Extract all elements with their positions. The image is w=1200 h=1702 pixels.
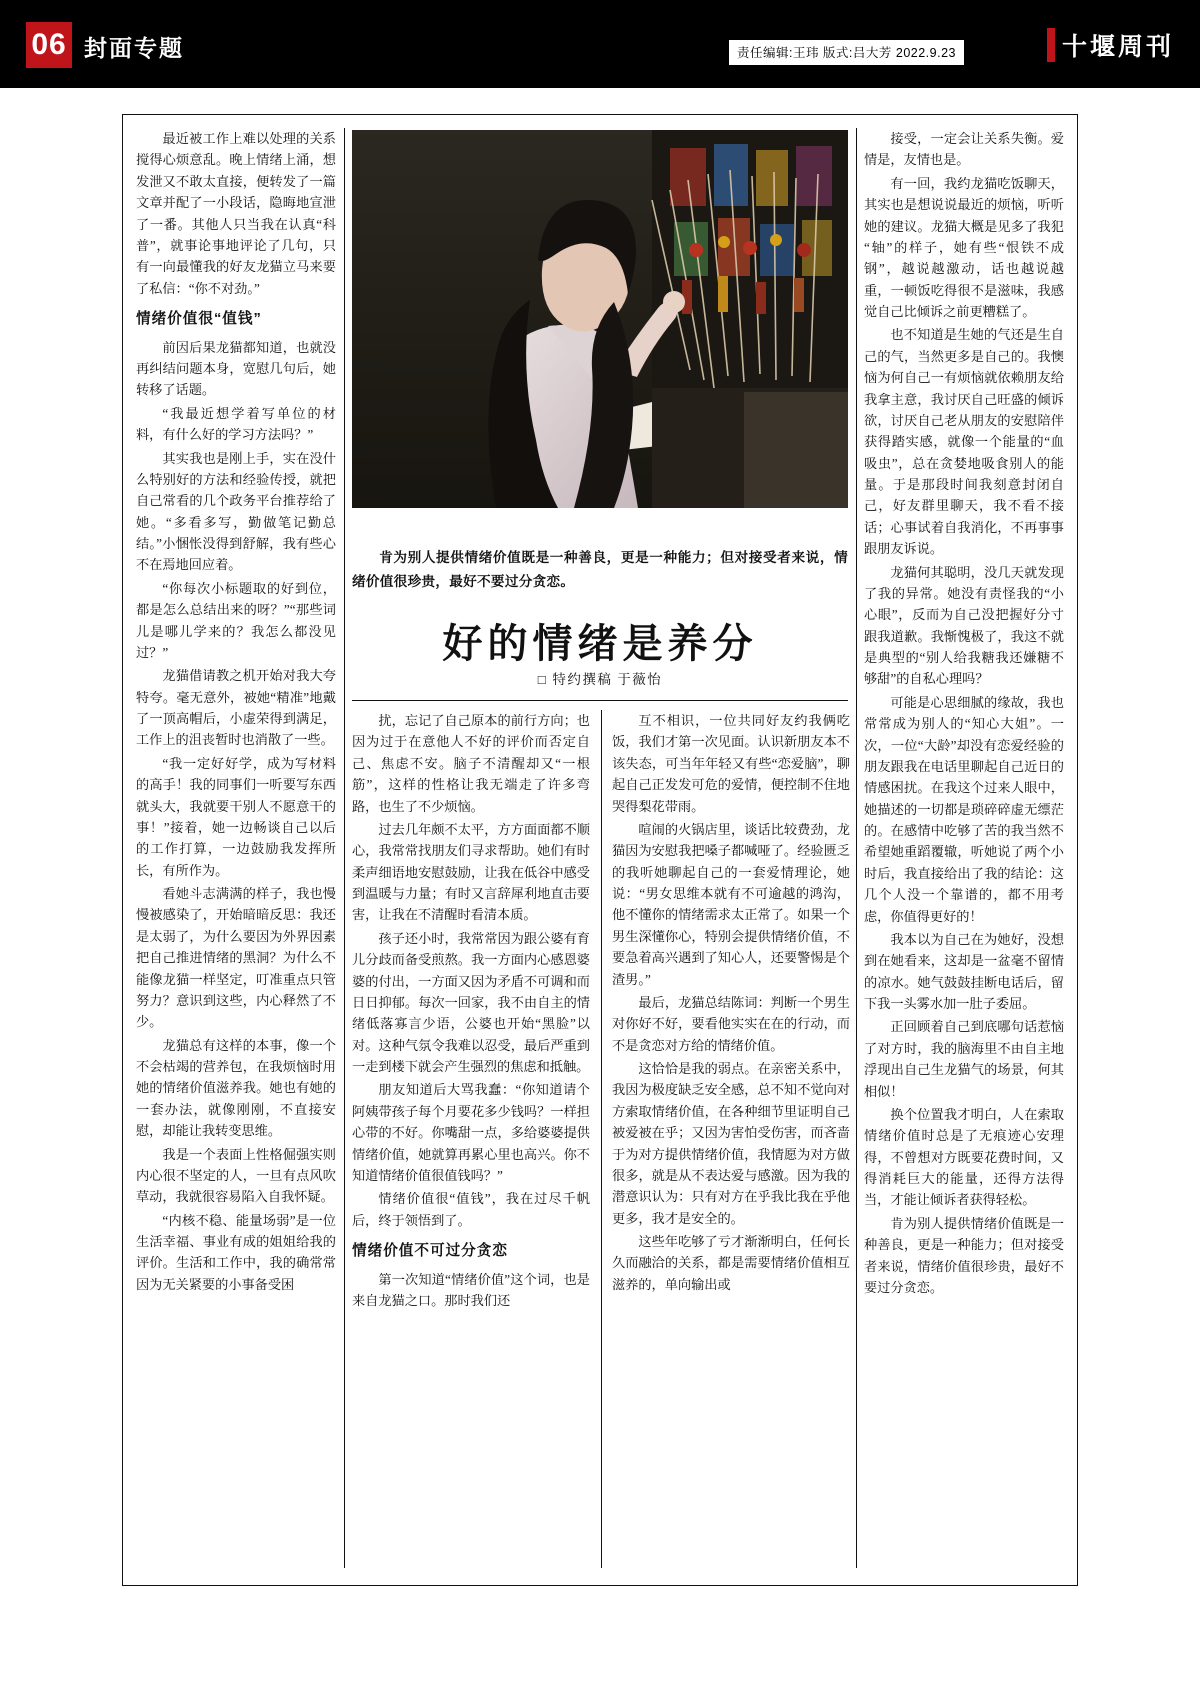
body-paragraph: 情绪价值很“值钱”，我在过尽千帆后，终于领悟到了。 bbox=[352, 1191, 590, 1228]
body-paragraph: 我本以为自己在为她好，没想到在她看来，这却是一盆毫不留情的凉水。她气鼓鼓挂断电话后，留下我一头雾水加一肚子委屈。 bbox=[864, 931, 1064, 1011]
brand-accent-bar bbox=[1047, 28, 1055, 62]
body-paragraph: 我是一个表面上性格倔强实则内心很不坚定的人，一旦有点风吹草动，我就很容易陷入自我怀疑。 bbox=[136, 1146, 336, 1205]
body-paragraph: 龙猫总有这样的本事，像一个不会枯竭的营养包，在我烦恼时用她的情绪价值滋养我。她也有她的一套办法，就像刚刚，不直接安慰，却能让我转变思维。 bbox=[136, 1037, 336, 1139]
body-paragraph: 换个位置我才明白，人在索取情绪价值时总是了无痕迹心安理得，不曾想对方既要花费时间，又得消耗巨大的能量，还得方法得当，才能让倾诉者获得轻松。 bbox=[864, 1106, 1064, 1208]
body-paragraph: 最近被工作上难以处理的关系搅得心烦意乱。晚上情绪上涌，想发泄又不敢太直接，便转发了一篇文章并配了一小段话，隐晦地宣泄了一番。其他人只当我在认真“科普”，就事论事地评论了几句，只有一向最懂我的好友龙猫立马来要了私信：“你不对劲。” bbox=[136, 131, 336, 296]
body-paragraph: “我一定好好学，成为写材料的高手！我的同事们一听要写东西就头大，我就要干别人不愿意干的事！”接着，她一边畅谈自己以后的工作打算，一边鼓励我发挥所长，有所作为。 bbox=[136, 755, 336, 878]
body-paragraph: 过去几年颇不太平，方方面面都不顺心，我常常找朋友们寻求帮助。她们有时柔声细语地安慰鼓励，让我在低谷中感受到温暖与力量；有时又言辞犀利地直击要害，让我在不清醒时看清本质。 bbox=[352, 821, 590, 923]
body-paragraph: 正回顾着自己到底哪句话惹恼了对方时，我的脑海里不由自主地浮现出自己生龙猫气的场景，何其相似！ bbox=[864, 1019, 1064, 1099]
article-byline: □ 特约撰稿 于薇怡 bbox=[537, 672, 663, 687]
text-column-right bbox=[864, 128, 1064, 1568]
body-paragraph: 这些年吃够了亏才渐渐明白，任何长久而融洽的关系，都是需要情绪价值相互滋养的，单向输出或 bbox=[612, 1234, 850, 1292]
article-headline: 好的情绪是养分 bbox=[442, 621, 758, 666]
body-paragraph: 肯为别人提供情绪价值既是一种善良，更是一种能力；但对接受者来说，情绪价值很珍贵，最好不要过分贪恋。 bbox=[864, 1215, 1064, 1295]
body-paragraph: 接受，一定会让关系失衡。爱情是，友情也是。 bbox=[864, 131, 1064, 168]
editor-credits: 责任编辑:王玮 版式:吕大芳 2022.9.23 bbox=[729, 40, 964, 65]
section-title: 封面专题 bbox=[84, 35, 184, 61]
body-paragraph: 第一次知道“情绪价值”这个词，也是来自龙猫之口。那时我们还 bbox=[352, 1271, 590, 1309]
section-subheading: 情绪价值很“值钱” bbox=[136, 311, 262, 327]
body-paragraph: 互不相识，一位共同好友约我俩吃饭，我们才第一次见面。认识新朋友本不该失态，可当年年轻又有些“恋爱脑”，聊起自己正发发可危的爱情，便控制不住地哭得梨花带雨。 bbox=[612, 713, 850, 814]
body-paragraph: 前因后果龙猫都知道，也就没再纠结问题本身，宽慰几句后，她转移了话题。 bbox=[136, 339, 336, 398]
body-paragraph: 朋友知道后大骂我蠢：“你知道请个阿姨带孩子每个月要花多少钱吗？一样担心带的不好。你嘴甜一点，多给婆婆提供情绪价值，她就算再累心里也高兴。你不知道情绪价值很值钱吗？” bbox=[352, 1082, 590, 1183]
body-paragraph: 龙猫何其聪明，没几天就发现了我的异常。她没有责怪我的“小心眼”，反而为自己没把握好分寸跟我道歉。我惭愧极了，我这不就是典型的“别人给我糖我还嫌糖不够甜”的自私心理吗？ bbox=[864, 564, 1064, 687]
body-paragraph: “你每次小标题取的好到位，都是怎么总结出来的呀？”“那些词儿是哪儿学来的？我怎么都没见过？” bbox=[136, 580, 336, 660]
body-paragraph: 最后，龙猫总结陈词：判断一个男生对你好不好，要看他实实在在的行动，而不是贪恋对方给的情绪价值。 bbox=[612, 994, 850, 1053]
section-subheading: 情绪价值不可过分贪恋 bbox=[352, 1243, 508, 1259]
brand-name: 十堰周刊 bbox=[1061, 33, 1174, 61]
page-header bbox=[0, 0, 1200, 88]
column-rule-2 bbox=[856, 128, 857, 1568]
body-paragraph: “内核不稳、能量场弱”是一位生活幸福、事业有成的姐姐给我的评价。生活和工作中，我的确常常因为无关紧要的小事备受困 bbox=[136, 1212, 336, 1292]
body-paragraph: 有一回，我约龙猫吃饭聊天，其实也是想说说最近的烦恼，听听她的建议。龙猫大概是见多了我犯“轴”的样子，她有些“恨铁不成钢”，越说越激动，话也越说越重，一顿饭吃得很不是滋味，我感觉自己比倾诉之前更糟糕了。 bbox=[864, 175, 1064, 319]
body-paragraph: 扰，忘记了自己原本的前行方向；也因为过于在意他人不好的评价而否定自己、焦虑不安。脑子不清醒却又“一根筋”，这样的性格让我无端走了许多弯路，也生了不少烦恼。 bbox=[352, 713, 590, 814]
article-deck: 肯为别人提供情绪价值既是一种善良，更是一种能力；但对接受者来说，情绪价值很珍贵，最好不要过分贪恋。 bbox=[352, 550, 848, 589]
text-column-mid-1 bbox=[352, 710, 590, 1566]
photo-illustration bbox=[352, 130, 848, 508]
body-paragraph: “我最近想学着写单位的材料，有什么好的学习方法吗？” bbox=[136, 405, 336, 443]
body-paragraph: 也不知道是生她的气还是生自己的气，当然更多是自己的。我懊恼为何自己一有烦恼就依赖朋友给我拿主意，我讨厌自己旺盛的倾诉欲，讨厌自己老从朋友的安慰陪伴获得踏实感，就像一个能量的“血吸虫”，总在贪婪地吸食别人的能量。于是那段时间我刻意封闭自己，好友群里聊天，我不看不接话；心事试着自我消化，不再事事跟朋友诉说。 bbox=[864, 327, 1064, 557]
body-paragraph: 看她斗志满满的样子，我也慢慢被感染了，开始暗暗反思：我还是太弱了，为什么要因为外界因素把自己推进情绪的黑洞？为什么不能像龙猫一样坚定，叮准重点只管努力？意识到这些，内心释然了不少。 bbox=[136, 886, 336, 1030]
page-number: 06 bbox=[26, 22, 72, 68]
body-paragraph: 其实我也是刚上手，实在没什么特别好的方法和经验传授，就把自己常看的几个政务平台推荐给了她。“多看多写，勤做笔记勤总结。”小悃怅没得到舒解，我有些心不在焉地回应着。 bbox=[136, 450, 336, 573]
text-column-mid-2 bbox=[612, 710, 850, 1566]
column-rule-1 bbox=[344, 128, 345, 1568]
body-paragraph: 龙猫借请教之机开始对我大夸特夸。毫无意外，被她“精准”地戴了一顶高帽后，小虚荣得到满足，工作上的沮丧暂时也消散了一些。 bbox=[136, 668, 336, 748]
body-paragraph: 孩子还小时，我常常因为跟公婆有育儿分歧而备受煎熬。我一方面内心感恩婆婆的付出，一方面又因为矛盾不可调和而日日抑郁。每次一回家，我不由自主的情绪低落寡言少语，公婆也开始“黑脸”以对。这种气氛令我难以忍受，最后严重到一走到楼下就会产生强烈的焦虑和抵触。 bbox=[352, 930, 590, 1074]
headline-rule bbox=[352, 700, 848, 701]
article-photo bbox=[352, 130, 848, 508]
publication-brand bbox=[1047, 28, 1174, 62]
body-paragraph: 可能是心思细腻的缘故，我也常常成为别人的“知心大姐”。一次，一位“大龄”却没有恋爱经验的朋友跟我在电话里聊起自己近日的情感困扰。在我这个过来人眼中，她描述的一切都是琐碎碎虚无缥茫的。在感情中吃够了苦的我当然不希望她重蹈覆辙，听她说了两个小时后，我直接给出了我的结论：这几个人没一个靠谱的，都不用考虑，你值得更好的！ bbox=[864, 694, 1064, 924]
text-column-left bbox=[136, 128, 336, 1568]
body-paragraph: 喧闹的火锅店里，谈话比较费劲，龙猫因为安慰我把嗓子都喊哑了。经验匮乏的我听她聊起自己的一套爱情理论，她说：“男女思维本就有不可逾越的鸿沟，他不懂你的情绪需求太正常了。如果一个男生深懂你心，特别会提供情绪价值，不要急着高兴遇到了知心人，还要警惕是个渣男。” bbox=[612, 821, 850, 987]
column-rule-3 bbox=[601, 710, 602, 1568]
body-paragraph: 这恰恰是我的弱点。在亲密关系中，我因为极度缺乏安全感，总不知不觉向对方索取情绪价值，在各种细节里证明自己被爱被在乎；又因为害怕受伤害，而吝啬于为对方提供情绪价值，我情愿为对方做很多，就是从不表达爱与感激。因为我的潜意识认为：只有对方在乎我比我在乎他更多，我才是安全的。 bbox=[612, 1061, 850, 1226]
